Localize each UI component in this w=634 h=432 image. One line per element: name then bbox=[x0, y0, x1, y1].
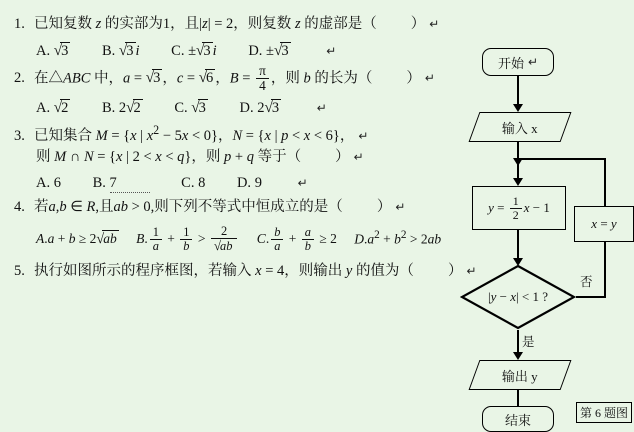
paragraph-mark-icon: ↵ bbox=[429, 17, 440, 31]
flow-node-output: 输出 y bbox=[469, 360, 572, 390]
flow-node-decision-label: |y − x| < 1 ? bbox=[488, 289, 548, 304]
option-2-B[interactable]: B. 2√2 bbox=[101, 98, 141, 116]
flow-label-yes: 是 bbox=[522, 335, 535, 349]
question-1 bbox=[14, 14, 452, 36]
paragraph-mark-icon: ↵ bbox=[424, 71, 435, 86]
flow-edge-decision-no bbox=[576, 296, 606, 298]
paragraph-mark-icon: ↵ bbox=[297, 176, 308, 191]
question-4-options bbox=[36, 225, 452, 253]
flow-edge-no-up bbox=[604, 242, 606, 298]
option-4-A[interactable]: A.a + b ≥ 2√ab bbox=[36, 231, 117, 248]
option-2-A[interactable]: A. √2 bbox=[36, 98, 69, 116]
paragraph-mark-icon: ↵ bbox=[358, 128, 369, 143]
option-1-A[interactable]: A. √3 bbox=[36, 41, 69, 59]
question-1-stem: 1. 已知复数 z 的实部为1，且|z| = 2，则复数 z 的虚部是（ ） ↵ bbox=[14, 14, 452, 36]
arrow-down-icon bbox=[513, 158, 523, 166]
flowchart bbox=[452, 0, 634, 428]
option-2-D[interactable]: D. 2√3 bbox=[239, 98, 280, 116]
question-5-stem: 5. 执行如图所示的程序框图，若输入 x = 4，则输出 y 的值为（ ） ↵ bbox=[14, 261, 452, 283]
flow-label-no: 否 bbox=[580, 275, 593, 289]
question-1-number: 1. bbox=[14, 16, 25, 32]
question-2-options bbox=[36, 99, 452, 117]
option-3-D[interactable]: D. 9 bbox=[236, 175, 262, 192]
question-2 bbox=[14, 64, 452, 93]
question-3-number: 3. bbox=[14, 127, 25, 144]
question-3-options bbox=[36, 175, 452, 193]
flow-node-end: 结束 bbox=[482, 406, 554, 432]
option-1-C[interactable]: C. ±√3 i bbox=[171, 41, 217, 59]
question-4-stem: 4. 若a,b ∈ R,且ab > 0,则下列不等式中恒成立的是（ ） ↵ bbox=[14, 197, 452, 219]
option-3-C[interactable]: C. 8 bbox=[181, 175, 206, 192]
flow-node-input: 输入 x bbox=[469, 112, 572, 142]
flow-node-decision bbox=[460, 264, 576, 330]
paragraph-mark-icon: ↵ bbox=[466, 263, 477, 278]
question-2-stem: 2. 在△ABC 中，a = √3 ，c = √6 ，B = $\frac{\pi}{4}$ ，则 b 的长为（ ） ↵ bbox=[14, 62, 435, 93]
question-4-number: 4. bbox=[14, 199, 25, 216]
flow-edge-output-end bbox=[517, 390, 519, 406]
flow-node-start: 开始 ↵ bbox=[482, 48, 554, 76]
question-5 bbox=[14, 261, 477, 283]
option-2-C[interactable]: C. √3 bbox=[174, 98, 206, 116]
flow-node-assign: x = y bbox=[574, 206, 634, 242]
question-4 bbox=[14, 197, 452, 219]
paragraph-mark-icon: ↵ bbox=[326, 43, 337, 58]
option-4-B[interactable]: B. $\frac{1}{a}$ + $\frac{1}{b}$ > $\frac{2}{√ab}$ bbox=[136, 225, 239, 253]
arrow-down-icon bbox=[513, 178, 523, 186]
question-3 bbox=[14, 121, 452, 169]
arrow-down-icon bbox=[513, 104, 523, 112]
option-1-D[interactable]: D. ±√3 bbox=[248, 41, 289, 59]
paragraph-mark-icon: ↵ bbox=[316, 100, 327, 115]
question-5-number: 5. bbox=[14, 262, 25, 279]
option-4-C[interactable]: C. $\frac{b}{a}$ + $\frac{a}{b}$ ≥ 2 bbox=[256, 224, 337, 253]
option-1-B[interactable]: B. √3 i bbox=[101, 41, 140, 59]
figure-caption: 第 6 题图 bbox=[576, 402, 632, 423]
question-3-stem-line-1: 3. 已知集合 M = {x | $x^2 - 5x < 0$}，N = {x | p < x < 6}， ↵ bbox=[14, 121, 452, 148]
flow-edge-assign-up bbox=[604, 158, 606, 206]
question-3-stem-line-2: 则 M ∩ N = {x | 2 < x < q}，则 p + q 等于（ ） ↵ bbox=[36, 149, 364, 166]
option-3-B[interactable]: B. 7 bbox=[93, 175, 150, 193]
flow-edge-assign-back bbox=[518, 158, 606, 160]
option-4-D[interactable]: $D.a^2 + b^2 > 2ab$ bbox=[354, 228, 442, 247]
question-2-number: 2. bbox=[14, 70, 25, 87]
question-1-options bbox=[36, 42, 452, 60]
arrow-down-icon bbox=[513, 352, 523, 360]
paragraph-mark-icon: ↵ bbox=[395, 200, 406, 215]
option-3-A[interactable]: A. 6 bbox=[36, 175, 61, 192]
paragraph-mark-icon: ↵ bbox=[353, 150, 364, 165]
flow-node-process: y = $\frac{1}{2}$ x − 1 bbox=[472, 186, 566, 230]
